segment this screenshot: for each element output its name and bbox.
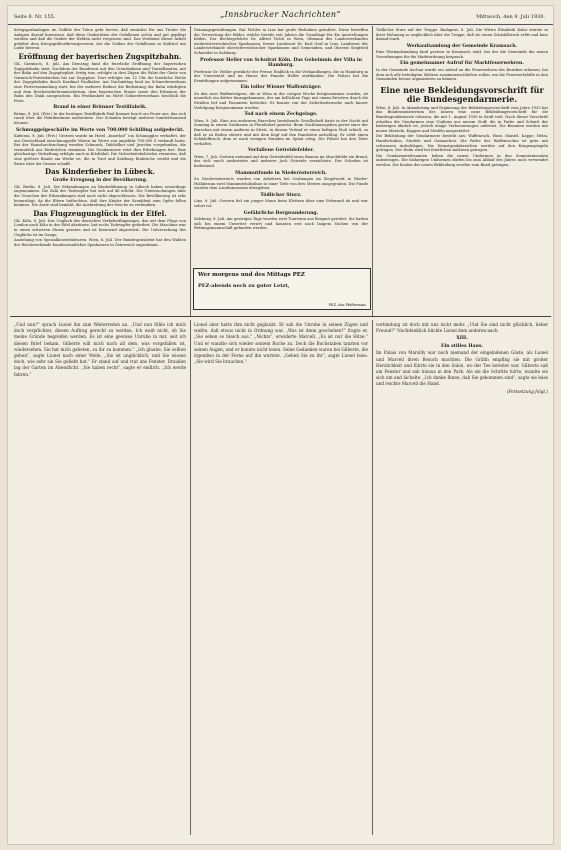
article-text: Die Bekleidung der Gendarmerie besteht aus: Waffenrock, Hose, Mantel, Kappe, Helm, Handschuhen, Stiefeln und Gamaschen. Die Farbe des Waffenrockes ist grün mit schwarzen Aufschlägen. Die Dienstgradabzeichen werden auf den Kragenspiegeln getragen. Der Helm wird bei feierlichen Anlässen getragen. bbox=[376, 134, 548, 153]
article-text: Wien, 8. Juli. Eine aus mehreren Burschen bestehende Gesellschaft hatte in der Nacht auf Sonntag in einem Gasthause in Floridsdorf gezecht. Beim Nachhausegehen geriet einer der Burschen mit einem anderen in Streit, in dessen Verlauf er einen heftigen Stoß erhielt, so daß er zu Boden stürzte und mit dem Kopf auf den Randstein aufschlug. Er erlitt einen Schädelbruch, dem er nach wenigen Stunden im Spital erlag. Die Polizei hat den Täter verhaftet. bbox=[194, 118, 368, 146]
article-text: Eine Werkaufsamlung fand gestern in Kramsach statt, bei der die Gemeinde die neuen Verordnungen für die Marktordnung besprach. bbox=[376, 50, 548, 59]
article-headline: Tödlicher Sturz. bbox=[260, 192, 302, 198]
news-column-3 bbox=[376, 28, 548, 314]
pez-advertisement bbox=[193, 268, 371, 310]
article-text: Deinungsgestaltungen. Rat Pichler in Linz hat große Bedenken geäußert. Diese betreffen die Verwertung der Bilder, welche bereits seit Jahren die Grundlage für die Ausstellungen bilden. Der Rechtsgelehrte Dr. Alfred Tichti in Wien, Obmann des Landesverbandes niederösterreichischer Sparkassen, ferner Landesrat Dr. Karl Graf in Linz, Landesrat der Landesverbände oberösterreichischer Sparkassen und Gemeinden, und Oberrat Siegfried Schneider in Salzburg. bbox=[194, 28, 368, 55]
ad-fineprint: PEZ, das Pfefferminz bbox=[328, 303, 366, 307]
article-headline: Brand in einer Brünner Textilfabrik. bbox=[53, 105, 147, 111]
article-text: Brünn, 8. Juli. (Priv.) In der heutigen Textilfabrik Paul Kramer brach ein Feuer aus, das sich rasch über die Fabriksräume ausbreitete. Der Schaden beträgt mehrere hunderttausend Kronen. bbox=[14, 111, 186, 125]
chapter-number: XIII. bbox=[456, 336, 468, 342]
article-headline: Schmuggelgeschäfte im Werte von 700.000 Schilling aufgedeckt. bbox=[15, 127, 185, 133]
article-headline: Professor Heller von Schulrat Köln. Das Geheimnis der Villa in Hamburg. bbox=[199, 57, 363, 69]
article-headline: Mammutfunde in Niederösterreich. bbox=[235, 170, 327, 176]
article-text: Salzburg, 8. Juli. Am gestrigen Tage wurden zwei Touristen aus Bergnot gerettet. Sie hatten sich bei einem Unwetter verirrt und konnten erst nach langem Suchen von der Rettungsmannschaft gefunden werden. bbox=[194, 217, 368, 231]
serial-text: Lionel aber hatte ihm nicht geglaubt. Er sah die Unruhe in seinen Zügen und wußte, daß etwas nicht in Ordnung war. „Was ist denn geschehen?“ fragte er. „Sie sehen so bleich aus.“ „Nichts“, erwiderte Marcell. „Es ist nur die Hitze.“ Und er wandte sich wieder seinem Buche zu. Doch die Buchstaben tanzten vor seinen Augen, und er konnte nicht lesen. Seine Gedanken waren bei Gilberte, die irgendwo in der Ferne auf ihn wartete. „Gehen Sie zu ihr“, sagte Lionel leise. „Sie wird Sie brauchen.“ bbox=[194, 322, 368, 365]
article-text: Wien, 7. Juli. Gestern entstand auf dem Getreidefeld eines Bauern im Marchfelde ein Brand, der sich rasch ausbreitete und mehrere Joch Getreide vernichtete. Der Schaden ist bedeutend. bbox=[194, 154, 368, 168]
article-text: Zu den zwei Waffenträgern, die in Wien in der vorigen Woche festgenommen wurden, ist neuerlich ein dritter hinzugekommen, der am hellichten Tage mit einem Revolver durch die Straßen lief und Passanten bedrohte. Er konnte von der Sicherheitswache nach kurzer Verfolgung festgenommen werden. bbox=[194, 91, 368, 110]
serial-column-1 bbox=[14, 322, 186, 836]
article-text: Wien, 8. Juli. In Abänderung und Ergänzung der Bekleidungsvorschrift vom Jahre 1925 hat das Bundesministerium des Innern eine neue Bekleidungsvorschrift für die Bundesgendarmerie erlassen, die mit 1. August 1930 in Kraft tritt. Nach dieser Vorschrift erhalten die Gendarmen eine Uniform aus neuem Stoff, die in Farbe und Schnitt der bisherigen ähnlich ist, jedoch einige Verbesserungen aufweist. Die Beamten werden mit neuen Mänteln, Kappen und Stiefeln ausgestattet. bbox=[376, 105, 548, 133]
article-text: Anziehung von Spezialkonstrukteuren. Wien, 8. Juli. Der Bundespräsident hat den Wahlen der Reichsverbände bundesstaatlicher Sparkassen in Österreich zugestimmt. bbox=[14, 238, 186, 247]
column-rule bbox=[372, 26, 373, 316]
newspaper-page bbox=[8, 6, 553, 844]
news-column-1 bbox=[14, 28, 186, 314]
article-text: GK. Köln, 8. Juli. Das Unglück des deutschen Verkehrsflugzeuges, das auf dem Fluge von London nach Köln in der Eifel abstürzte, hat sechs Todesopfer gefordert. Die Maschine war in einen schweren Sturm geraten und ist brennend abgestürzt. Die Untersuchung des Unglücks ist im Gange. bbox=[14, 218, 186, 237]
ad-line-2: PEZ-abends noch zu guter Letzt, bbox=[198, 283, 290, 289]
article-text: Zu Niederösterreich wurden von Arbeitern bei Grabungen im Ziegelwerk in Nieder-Hollabrunn zwei Mammutstoßzähne in einer Tiefe von drei Metern ausgegraben. Die Funde wurden dem Landesmuseum übergeben. bbox=[194, 177, 368, 191]
article-text: Linz, 8. Juli. Gestern fiel ein junger Mann beim Klettern über eine Felswand ab und war sofort tot. bbox=[194, 199, 368, 208]
article-headline: Ein toller Wiener Waffenträger. bbox=[240, 85, 322, 91]
article-headline: Das Flugzeugunglück in der Eifel. bbox=[33, 208, 167, 218]
page-header bbox=[8, 6, 553, 25]
article-text: GK. Garmisch, 8. Juli. Am Dienstag fand die feierliche Eröffnung der bayerischen Zugspitzbahn statt. Nachdem der Bundesrat mit den Grenzbahnen und Tunnelbauten, mit der Bahn auf den Zugspitzplatt, fertig war, erfolgte in drei Zügen die Fahrt der Gäste von Garmisch-Partenkirchen bis zur Zugspitze. Dort erfolgte um 12 Uhr die feierliche Weihe der Zugspitzbahn durch Kardinal Faulhaber. Am Nachmittag fand im Schneefernerhaus eine Festversammlung statt, bei der mehrere Redner die Bedeutung der Bahn würdigten und dem Reichsverkehrsministerium, dem bayerischen Staate sowie den Erbauern der Bahn den Dank aussprachen. Ein Festbankett im Hotel Schneefernerhaus beschloß die Feier. bbox=[14, 61, 186, 103]
article-text: Die Gendarmeriebeamten haben die neuen Uniformen in den Sommermonaten aufzutragen. Die bisherigen Uniformen dürfen bis zum Ablauf des Jahres noch verwendet werden. Die Kosten der neuen Bekleidung werden vom Bund getragen. bbox=[376, 153, 548, 167]
continuation-note: (Fortsetzung folgt.) bbox=[506, 388, 548, 394]
serial-text: „Und nun?“ sprach Lionel ihn zum Weiterreden an. „Und nun fühle ich mich doch verpflichtet, diesen Auftrag gerecht zu werden. Ich weiß nicht, ob Sie meine Gründe begreifen werden. Es ist eine gewisse Unruhe in mir, seit ich diesen Brief bekam. Gilberte will mich nach all dem, was vorgefallen ist, wiedersehen. Sie hat mich gebeten, zu ihr zu kommen.“ „Ich glaube, Sie sollten gehen“, sagte Lionel nach einer Weile. „Sie ist unglücklich, und Sie wissen doch, wie sehr sie Sie geliebt hat.“ Er stand auf und trat ans Fenster. Draußen lag der Garten im Abendlicht. „Sie haben recht“, sagte er endlich. „Ich werde fahren.“ bbox=[14, 322, 186, 377]
masthead: „Innsbrucker Nachrichten“ bbox=[220, 10, 341, 19]
article-text: Kufstein, 8. Juli. (Priv.) Gestern wurde im Hotel „Innerhof“ ein Schmuggler verhaftet, der aus Deutschland einschmuggelte Waren im Werte von ungefähr 700.000 S verkauft hatte. Bei der Hausdurchsuchung wurden Schmuck, Tafelsilber und Juwelen vorgefunden, die vermutlich aus Einbrüchen stammen. Die Gendarmerie setzt ihre Erhebungen fort. Eine gleichartige Verhaftung erfolgte auch in Kitzbühel. Die Sicherheitsbehörden vermuten, daß eine größere Bande am Werke ist, die in Tirol und Salzburg Einbrüche verübt und die Beute über die Grenze schafft. bbox=[14, 134, 186, 166]
article-subheadline: Große Erregung in der Bevölkerung. bbox=[52, 178, 148, 184]
serial-column-3 bbox=[376, 322, 548, 836]
article-headline: Eine neue Bekleidungsvorschrift für die Bundesgendarmerie. bbox=[380, 84, 544, 104]
serial-text: Im Palais von Marsilly war noch niemand der eingeladenen Gäste, als Lionel und Marcell ihren Besuch machten. Die Gräfin empfing sie mit großer Herzlichkeit und führte sie in den Salon, wo der Tee bereitet war. Gilberte saß am Fenster und sah hinaus in den Park. Als sie die Schritte hörte, wandte sie sich um und lächelte. „Ich danke Ihnen, daß Sie gekommen sind“, sagte sie leise und reichte Marcell die Hand. bbox=[376, 350, 548, 387]
chapter-title: Ein stilles Haus. bbox=[440, 343, 484, 349]
article-text: GK. Berlin, 8. Juli. Die Erkrankungen an Kinderlähmung in Lübeck haben neuerdings zugenommen. Die Zahl der Todesopfer hat sich auf 46 erhöht. Die Untersuchungen über die Ursachen der Erkrankungen sind noch nicht abgeschlossen. Die Bevölkerung ist sehr beunruhigt, da die Eltern befürchten, daß ihre Kinder der Krankheit zum Opfer fallen könnten. Die Ärzte sind bemüht, die Ausbreitung der Seuche zu verhindern. bbox=[14, 184, 186, 208]
column-rule bbox=[372, 320, 373, 835]
column-rule bbox=[190, 26, 191, 316]
article-headline: Das Kinderfieber in Lübeck. bbox=[45, 167, 155, 177]
article-headline: Tod nach einem Zechgelage. bbox=[244, 112, 318, 118]
serial-text: verbindung ist doch mit uns nicht mehr. „Und Sie sind nicht glücklich, lieber Freund?“ Nachdenklich blickte Lionel dem anderen nach. bbox=[376, 322, 548, 334]
section-divider bbox=[10, 316, 551, 317]
ad-line-1: Wer morgens und des Mittags PEZ bbox=[198, 272, 305, 278]
issue-date: Mittwoch, den 9. Juli 1930. bbox=[476, 14, 545, 20]
news-column-2 bbox=[194, 28, 368, 231]
article-text: Tödlicher Sturz auf der Treppe. Budapest, 8. Juli. Die Witwe Elisabeth Kolar stürzte in ihrer Wohnung so unglücklich über die Treppe, daß sie einen Schädelbruch erlitt und kurz darauf starb. bbox=[376, 28, 548, 42]
column-rule bbox=[190, 320, 191, 835]
article-headline: Eröffnung der bayerischen Zugspitzbahn. bbox=[18, 51, 182, 61]
page-number: Seite 8. Nr. 155. bbox=[14, 14, 56, 20]
article-headline: Werkaufsamlung der Gemeinde Kramsach. bbox=[406, 43, 518, 49]
article-text: Kriegsgrabanlagen im Gefilde der Toten geht hervor, daß zunächst für uns Tiroler die Anlagen darauf hinweisen, daß diese Grabstätten der Gefallenen schön und gut gepflegt werden und daß die Gräber der Helden nicht vergessen sind. Das Verdienst dieser Arbeit gebührt dem Kriegsgräberfürsorgeverein, der die Gräber der Gefallenen in Südtirol mit Liebe betreut. bbox=[14, 28, 186, 51]
article-text: Professor Dr. Heller gewährte der Presse Einblick in die Verhandlungen, die in Hamburg in der Universität und im Hause der Familie Heller stattfanden. Die Polizei hat die Ermittlungen aufgenommen. bbox=[194, 69, 368, 83]
article-text: In der Gemeinde Aschau wurde ein Aufruf an die Feuerwehren des Bezirkes erlassen, bei dem sich alle beteiligten Wehren zusammenschließen sollen, um die Feuerwehrhilfe in den Gemeinden besser organisieren zu können. bbox=[376, 67, 548, 82]
article-headline: Gefährliche Bergwanderung. bbox=[243, 210, 319, 216]
serial-column-2 bbox=[194, 322, 368, 836]
article-headline: Ein gemeinsamer Aufruf für Marktfeuerwehren. bbox=[400, 61, 524, 67]
article-headline: Verfallene Getreidefelder. bbox=[247, 148, 315, 154]
